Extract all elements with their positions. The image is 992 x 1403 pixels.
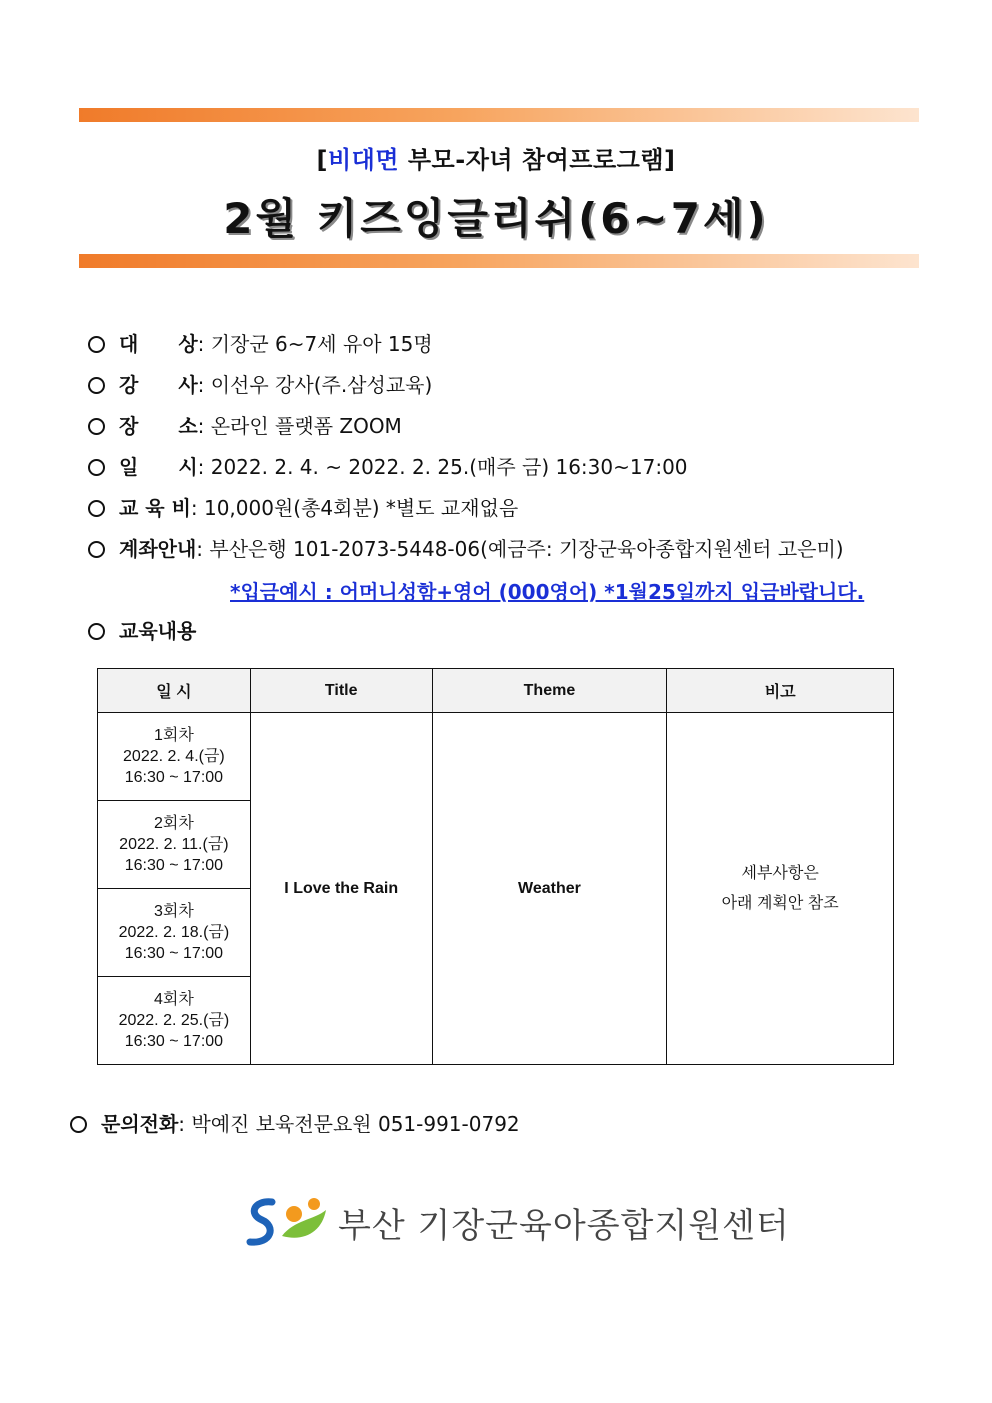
table-header-row [98,669,894,713]
page-title: 2월 키즈잉글리쉬(6~7세) [223,194,769,243]
session-cell: 3회차 2022. 2. 18.(금) 16:30 ~ 17:00 [98,889,251,977]
circle-bullet-icon [88,377,105,394]
center-logo [242,1192,790,1252]
circle-bullet-icon [88,459,105,476]
info-item-target: 대 상: 기장군 6~7세 유아 15명 [88,330,433,358]
table-row [98,713,894,801]
info-item-place: 장 소: 온라인 플랫폼 ZOOM [88,412,402,440]
info-item-account: 계좌안내: 부산은행 101-2073-5448-06(예금주: 기장군육아종합지원센터 고은미) [88,535,844,563]
theme-cell: Weather [432,713,667,1065]
info-item-datetime: 일 시: 2022. 2. 4. ~ 2022. 2. 25.(매주 금) 16:30~17:00 [88,453,688,481]
memo-cell: 세부사항은 아래 계획안 참조 [667,713,894,1065]
session-cell: 2회차 2022. 2. 11.(금) 16:30 ~ 17:00 [98,801,251,889]
info-item-fee: 교 육 비: 10,000원(총4회분) *별도 교재없음 [88,494,518,522]
circle-bullet-icon [88,418,105,435]
logo-mark-icon [242,1192,334,1252]
header-theme: Theme [432,669,667,713]
info-item-instructor: 강 사: 이선우 강사(주.삼성교육) [88,371,432,399]
circle-bullet-icon [88,541,105,558]
circle-bullet-icon [88,500,105,517]
circle-bullet-icon [88,336,105,353]
deposit-note: *입금예시 : 어머니성함+영어 (000영어) *1월25일까지 입금바랍니다. [230,580,865,604]
header-memo: 비고 [667,669,894,713]
schedule-table [97,668,894,1065]
title-cell: I Love the Rain [250,713,432,1065]
logo-text: 부산 기장군육아종합지원센터 [338,1206,790,1246]
session-cell: 1회차 2022. 2. 4.(금) 16:30 ~ 17:00 [98,713,251,801]
bottom-orange-bar [79,254,919,268]
header-date: 일 시 [98,669,251,713]
content-heading: 교육내용 [88,617,196,645]
session-cell: 4회차 2022. 2. 25.(금) 16:30 ~ 17:00 [98,977,251,1065]
contact-line: 문의전화: 박예진 보육전문요원 051-991-0792 [70,1108,520,1137]
circle-bullet-icon [70,1116,87,1133]
circle-bullet-icon [88,623,105,640]
subtitle: [비대면 부모-자녀 참여프로그램] [316,146,676,174]
header-title: Title [250,669,432,713]
top-orange-bar [79,108,919,122]
subtitle-highlight: 비대면 [327,146,400,174]
